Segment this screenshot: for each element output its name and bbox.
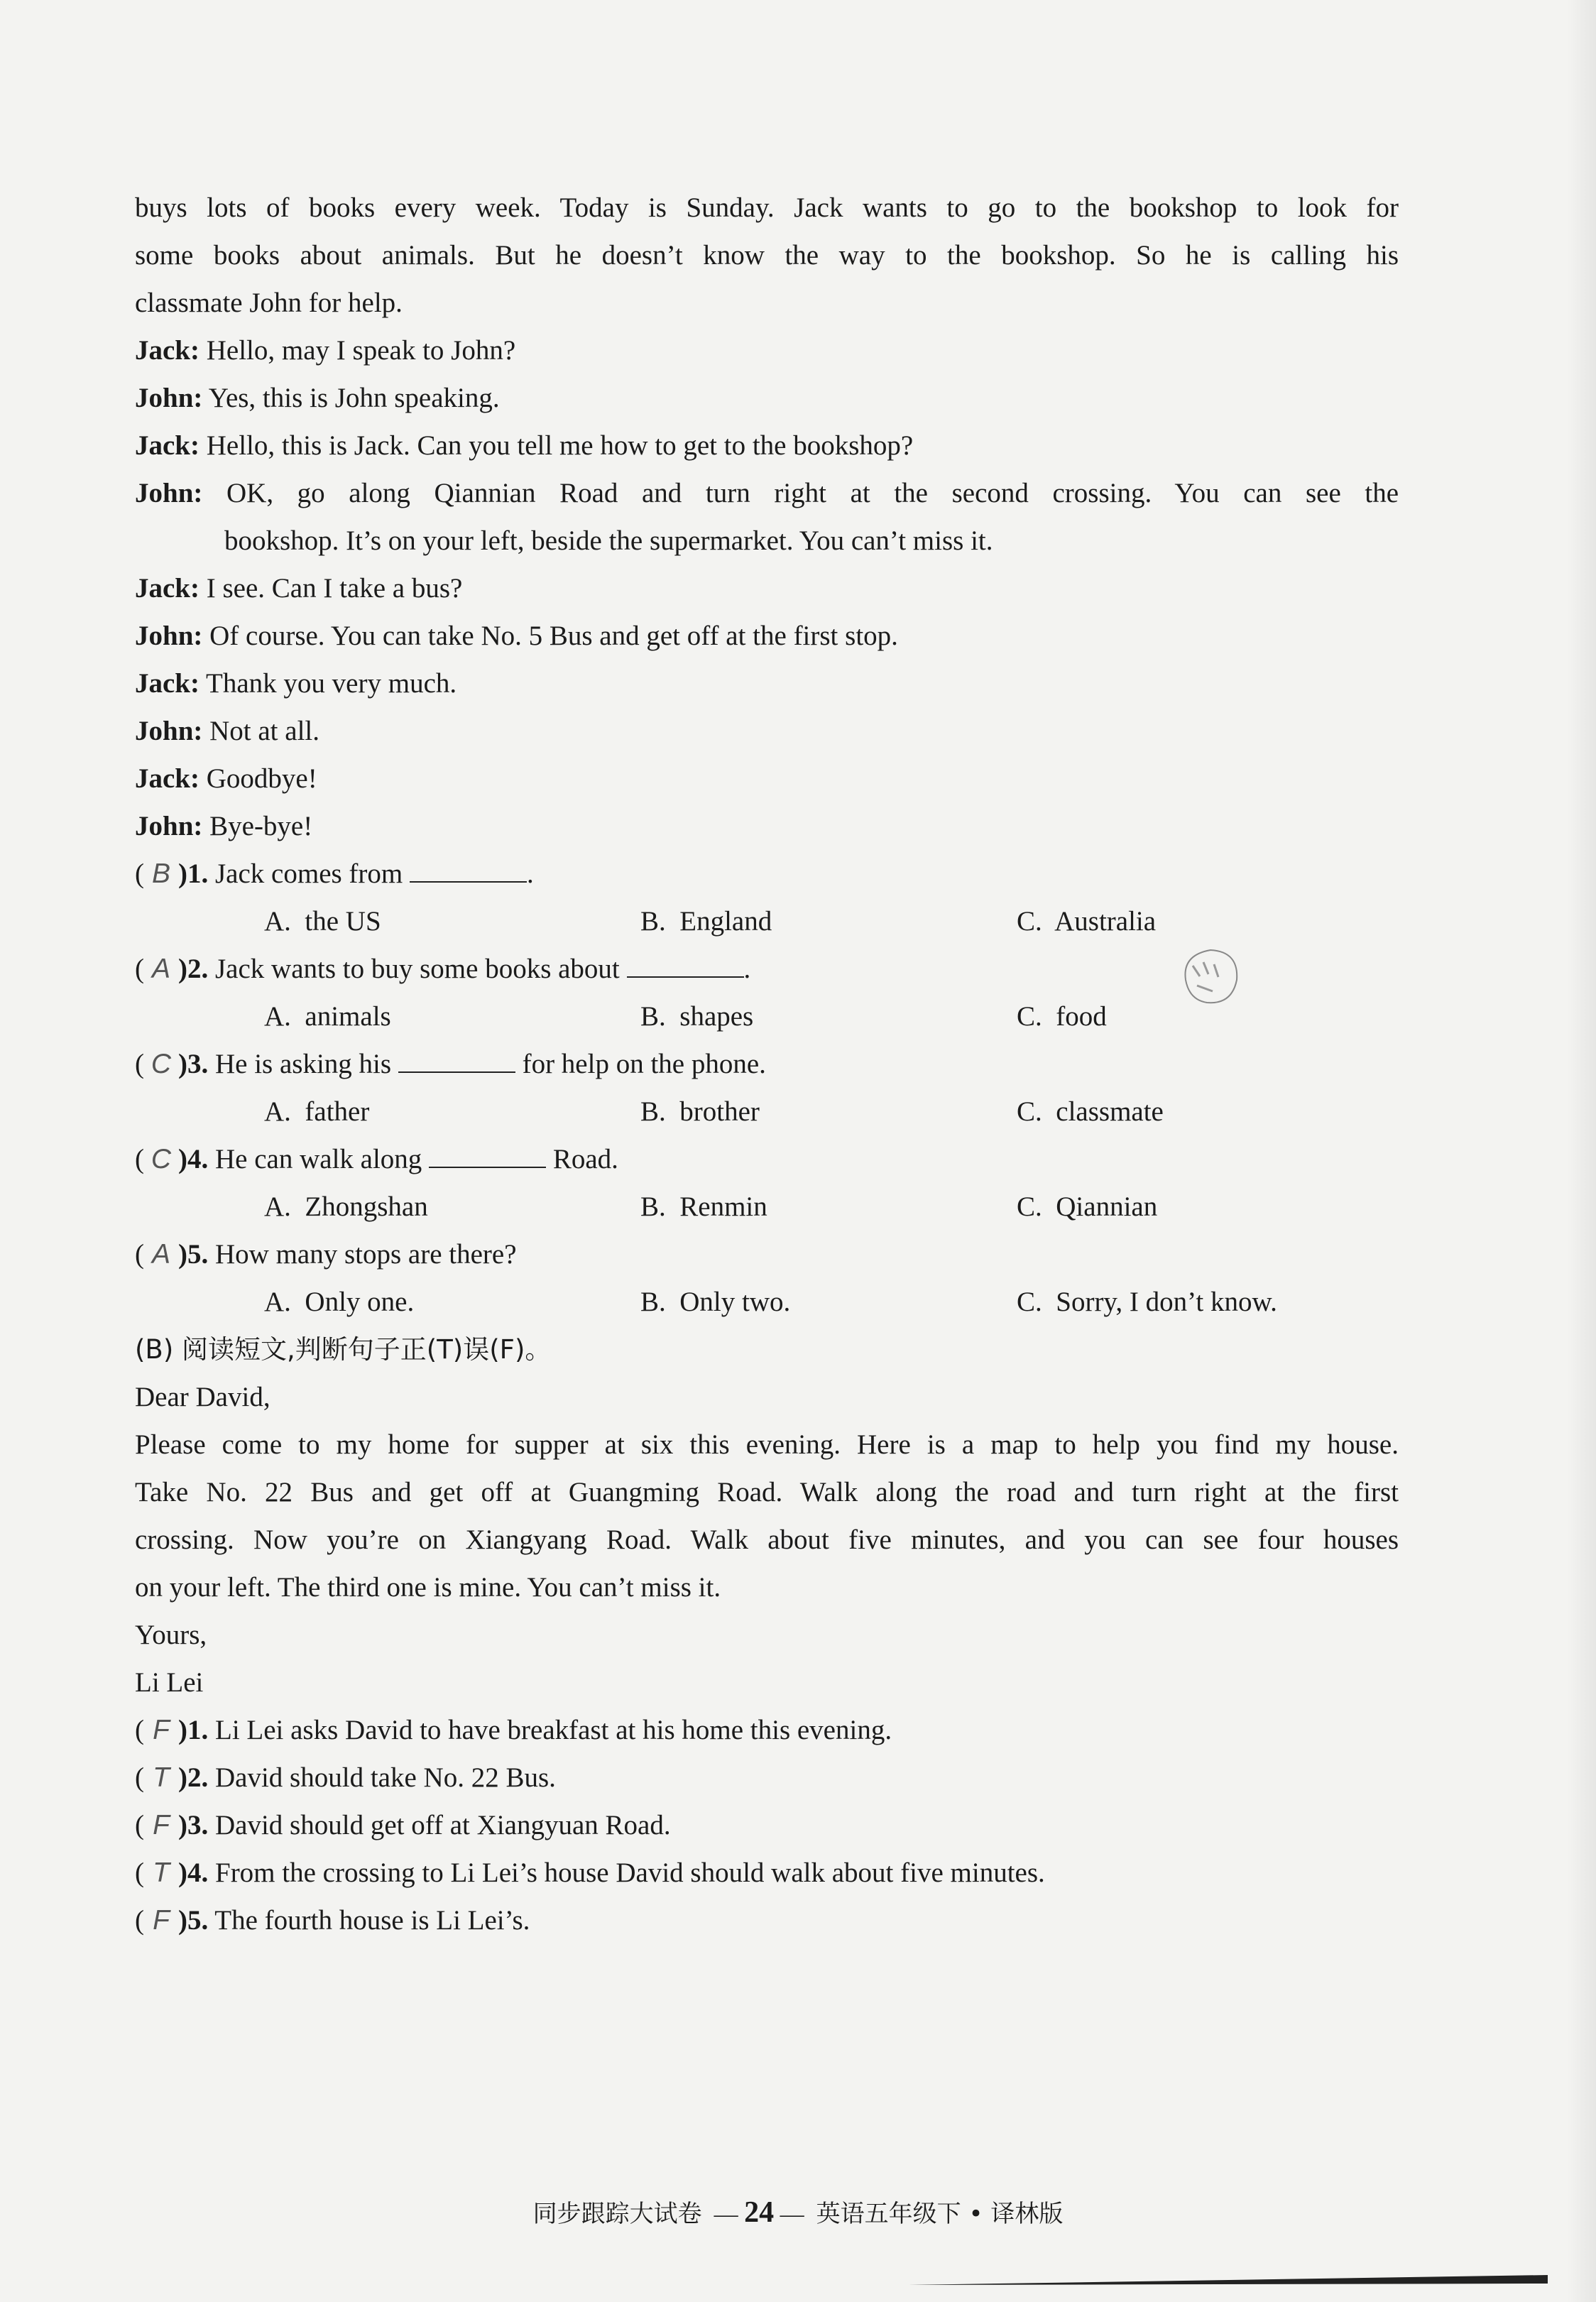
dialogue-line: [135, 476, 1399, 511]
dialogue-text: I see. Can I take a bus?: [206, 573, 463, 604]
question-a-1: ( B )1. Jack comes from .: [135, 856, 534, 892]
answer-mark: B: [151, 858, 170, 889]
dialogue-text: Not at all.: [209, 716, 320, 746]
question-b-5: ( F )5. The fourth house is Li Lei’s.: [135, 1903, 530, 1938]
speaker: John:: [135, 478, 203, 508]
dialogue-text: Yes, this is John speaking.: [208, 383, 500, 413]
dialogue-line-cont: bookshop. It’s on your left, beside the supermarket. You can’t miss it.: [224, 525, 993, 556]
dialogue-text: Hello, may I speak to John?: [206, 335, 516, 366]
speaker: Jack:: [135, 430, 200, 461]
option: C. Qiannian: [1017, 1191, 1158, 1222]
answer-mark: A: [151, 954, 170, 984]
dialogue-text: Hello, this is Jack. Can you tell me how to get to the bookshop?: [206, 430, 914, 461]
answer-mark: T: [153, 1858, 170, 1888]
passage-line: some books about animals. But he doesn’t know the way to the bookshop. So he is calling his: [135, 240, 1399, 271]
dialogue-text: OK, go along Qiannian Road and turn right at the second crossing. You can see the: [226, 478, 1399, 508]
option: C. Australia: [1017, 906, 1157, 937]
letter-line: crossing. Now you’re on Xiangyang Road. Walk about five minutes, and you can see four houses: [135, 1524, 1399, 1555]
option: C. classmate: [1017, 1096, 1164, 1127]
passage-line: classmate John for help.: [135, 288, 403, 318]
answer-blank: [410, 857, 527, 883]
option: A. the US: [264, 906, 381, 937]
letter-line: on your left. The third one is mine. You can’t miss it.: [135, 1572, 721, 1603]
answer-mark: T: [153, 1762, 170, 1793]
speaker: Jack:: [135, 573, 200, 604]
page-edge-shadow: [1568, 0, 1596, 2302]
option: B. England: [640, 906, 772, 937]
letter-closing: Yours,: [135, 1620, 207, 1650]
question-a-2: ( A )2. Jack wants to buy some books about .: [135, 951, 750, 987]
answer-mark: F: [153, 1810, 170, 1840]
speaker: Jack:: [135, 763, 200, 794]
question-b-1: ( F )1. Li Lei asks David to have breakfast at his home this evening.: [135, 1713, 892, 1748]
question-b-2: ( T )2. David should take No. 22 Bus.: [135, 1760, 556, 1796]
option: C. Sorry, I don’t know.: [1017, 1287, 1277, 1317]
question-b-4: ( T )4. From the crossing to Li Lei’s house David should walk about five minutes.: [135, 1855, 1045, 1891]
speaker: Jack:: [135, 668, 200, 699]
passage-line: buys lots of books every week. Today is Sunday. Jack wants to go to the bookshop to look for: [135, 192, 1399, 223]
dialogue-line: [135, 381, 500, 416]
dialogue-line: [135, 714, 319, 749]
dialogue-line: [135, 809, 312, 844]
letter-signature: Li Lei: [135, 1667, 204, 1698]
letter-line: Take No. 22 Bus and get off at Guangming Road. Walk along the road and turn right at the first: [135, 1477, 1399, 1507]
section-b-heading: (B) 阅读短文,判断句子正(T)误(F)。: [135, 1334, 552, 1365]
page-footer: 同步跟踪大试卷 — 24 — 英语五年级下 • 译林版: [532, 2196, 1064, 2229]
option: C. food: [1017, 1001, 1107, 1032]
option: A. Zhongshan: [264, 1191, 428, 1222]
dialogue-line: [135, 333, 515, 369]
dialogue-text: Bye-bye!: [209, 811, 313, 841]
question-a-3: ( C )3. He is asking his for help on the phone.: [135, 1047, 766, 1082]
dialogue-text: Goodbye!: [206, 763, 317, 794]
question-a-4: ( C )4. He can walk along Road.: [135, 1142, 618, 1177]
speaker: John:: [135, 716, 203, 746]
option: A. father: [264, 1096, 370, 1127]
dialogue-line: [135, 618, 898, 654]
dialogue-text: Thank you very much.: [206, 668, 457, 699]
answer-mark: F: [153, 1715, 170, 1745]
book-title: 英语五年级下 • 译林版: [816, 2200, 1064, 2228]
dialogue-line: [135, 666, 457, 702]
answer-blank: [398, 1047, 515, 1073]
speaker: John:: [135, 383, 203, 413]
answer-blank: [627, 952, 744, 978]
answer-mark: F: [153, 1905, 170, 1936]
option: B. Only two.: [640, 1287, 791, 1317]
option: A. Only one.: [264, 1287, 415, 1317]
series-title: 同步跟踪大试卷: [532, 2200, 702, 2228]
option: A. animals: [264, 1001, 391, 1032]
dialogue-line: [135, 571, 462, 606]
question-a-5: ( A )5. How many stops are there?: [135, 1237, 517, 1272]
speaker: John:: [135, 621, 203, 651]
answer-mark: C: [151, 1049, 172, 1079]
letter-greeting: Dear David,: [135, 1382, 270, 1412]
speaker: John:: [135, 811, 203, 841]
dialogue-text: Of course. You can take No. 5 Bus and get off at the first stop.: [209, 621, 898, 651]
answer-blank: [429, 1142, 546, 1168]
dialogue-line: [135, 761, 317, 797]
dialogue-line: [135, 428, 913, 464]
speaker: Jack:: [135, 335, 200, 366]
answer-mark: A: [151, 1239, 170, 1270]
option: B. brother: [640, 1096, 760, 1127]
stamp-icon: [1171, 937, 1250, 1015]
question-b-3: ( F )3. David should get off at Xiangyuan Road.: [135, 1808, 671, 1843]
answer-mark: C: [151, 1144, 172, 1174]
option: B. Renmin: [640, 1191, 767, 1222]
page-number: 24: [744, 2196, 775, 2229]
letter-line: Please come to my home for supper at six this evening. Here is a map to help you find my house.: [135, 1429, 1399, 1460]
option: B. shapes: [640, 1001, 754, 1032]
scan-edge-mark: [909, 2272, 1548, 2286]
